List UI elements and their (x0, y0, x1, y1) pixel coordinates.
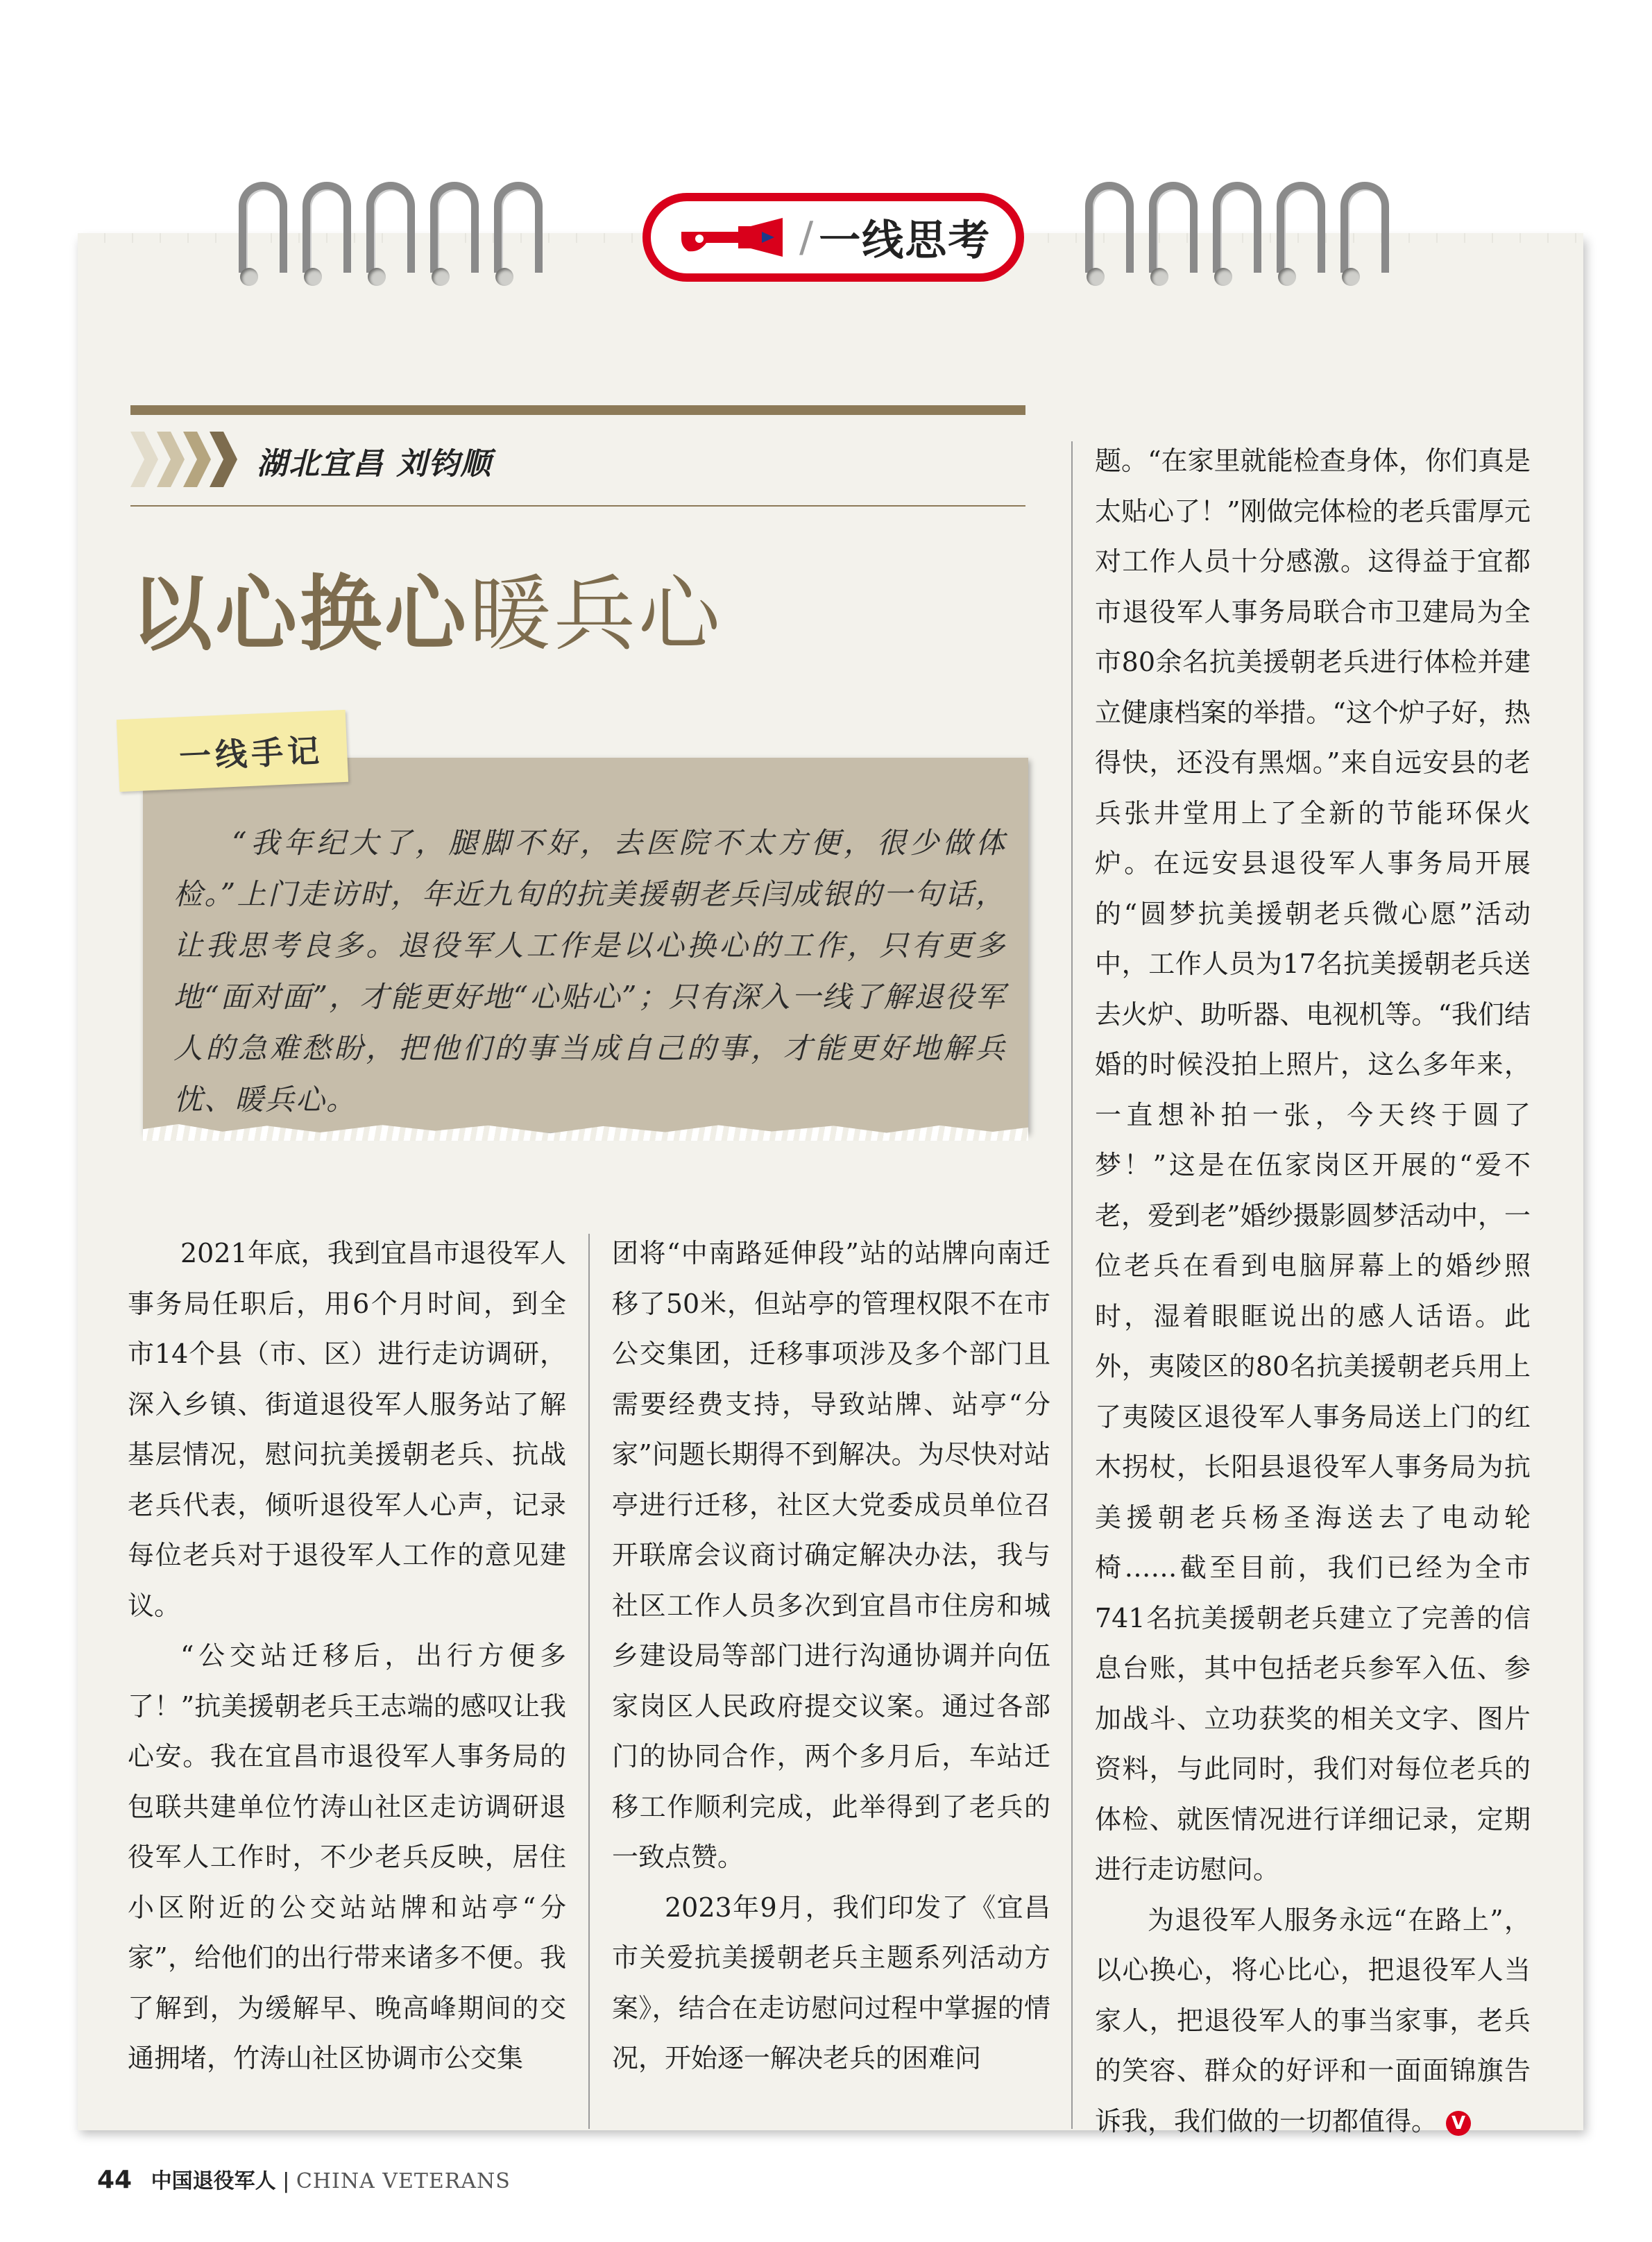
trumpet-logo-icon (679, 216, 790, 258)
note-tag-label: 一线手记 (178, 731, 325, 776)
byline-bottom-rule (130, 505, 1025, 507)
paragraph: 2021年底，我到宜昌市退役军人事务局任职后，用6个月时间，到全市14个县（市、区）进行走访调研，深入乡镇、街道退役军人服务站了解基层情况，慰问抗美援朝老兵、抗战老兵代表，倾听退役军人心声，记录每位老兵对于退役军人工作的意见建议。 (128, 1238, 566, 1621)
spiral-rings-right (1082, 182, 1381, 300)
headline-part-regular: 暖兵心 (469, 566, 724, 662)
spiral-ring-icon (236, 182, 279, 286)
spiral-ring-icon (1082, 182, 1125, 286)
spiral-ring-icon (1210, 182, 1253, 286)
chevron-right-icon (210, 432, 237, 487)
spiral-ring-icon (1338, 182, 1381, 286)
spiral-ring-icon (1146, 182, 1189, 286)
chevron-right-icon (183, 432, 211, 487)
note-text: “我年纪大了，腿脚不好，去医院不太方便，很少做体检。”上门走访时，年近九旬的抗美援朝老兵闫成银的一句话，让我思考良多。退役军人工作是以心换心的工作，只有更多地“面对面”，才能更好地“心贴心”；只有深入一线了解退役军人的急难愁盼，把他们的事当成自己的事，才能更好地解兵忧、暖兵心。 (173, 826, 1006, 1116)
badge-separator: / (799, 213, 814, 262)
paragraph: 题。“在家里就能检查身体，你们真是太贴心了！”刚做完体检的老兵雷厚元对工作人员十分感激。这得益于宜都市退役军人事务局联合市卫建局为全市80余名抗美援朝老兵进行体检并建立健康档案的举措。“这个炉子好，热得快，还没有黑烟。”来自远安县的老兵张井堂用上了全新的节能环保火炉。在远安县退役军人事务局开展的“圆梦抗美援朝老兵微心愿”活动中，工作人员为17名抗美援朝老兵送去火炉、助听器、电视机等。“我们结婚的时候没拍上照片，这么多年来，一直想补拍一张，今天终于圆了梦！”这是在伍家岗区开展的“爱不老，爱到老”婚纱摄影圆梦活动中，一位老兵在看到电脑屏幕上的婚纱照时，湿着眼眶说出的感人话语。此外，夷陵区的80名抗美援朝老兵用上了夷陵区退役军人事务局送上门的红木拐杖，长阳县退役军人事务局为抗美援朝老兵杨圣海送去了电动轮椅……截至目前，我们已经为全市741名抗美援朝老兵建立了完善的信息台账，其中包括老兵参军入伍、参加战斗、立功获奖的相关文字、图片资料，与此同时，我们对每位老兵的体检、就医情况进行详细记录，定期进行走访慰问。 (1095, 445, 1531, 1885)
body-column-1 (128, 1228, 566, 2084)
paragraph: 团将“中南路延伸段”站的站牌向南迁移了50米，但站亭的管理权限不在市公交集团，迁移事项涉及多个部门且需要经费支持，导致站牌、站亭“分家”问题长期得不到解决。为尽快对站亭进行迁移，社区大党委成员单位召开联席会议商讨确定解决办法，我与社区工作人员多次到宜昌市住房和城乡建设局等部门进行沟通协调并向伍家岗区人民政府提交议案。通过各部门的协同合作，两个多月后，车站迁移工作顺利完成，此举得到了老兵的一致点赞。 (612, 1238, 1050, 1872)
spiral-ring-icon (1274, 182, 1317, 286)
column-label: 一线思考 (819, 216, 991, 265)
column-divider (1071, 441, 1073, 2129)
column-badge (642, 193, 1024, 282)
column-divider (588, 1234, 590, 2129)
page-number: 44 (97, 2166, 133, 2194)
paragraph: “公交站迁移后，出行方便多了！”抗美援朝老兵王志端的感叹让我心安。我在宜昌市退役军人事务局的包联共建单位竹涛山社区走访调研退役军人工作时，不少老兵反映，居住小区附近的公交站站牌和站亭“分家”，给他们的出行带来诸多不便。我了解到，为缓解早、晚高峰期间的交通拥堵，竹涛山社区协调市公交集 (128, 1640, 566, 2073)
spiral-ring-icon (491, 182, 534, 286)
magazine-english-name: CHINA VETERANS (296, 2169, 511, 2193)
spiral-ring-icon (300, 182, 343, 286)
magazine-name: 中国退役军人 (151, 2169, 276, 2193)
author-byline: 湖北宜昌 刘钧顺 (257, 446, 493, 482)
end-mark-icon: V (1446, 2111, 1471, 2136)
byline-top-rule (130, 405, 1025, 415)
closing-paragraph-text: 为退役军人服务永远“在路上”，以心换心，将心比心，把退役军人当家人，把退役军人的事当家事，老兵的笑容、群众的好评和一面面锦旗告诉我，我们做的一切都值得。 (1095, 1904, 1531, 2137)
paragraph (1095, 1895, 1531, 2147)
headline-part-bold: 以心换心 (130, 566, 470, 662)
body-column-3 (1095, 436, 1531, 2146)
spiral-rings-left (236, 182, 534, 300)
body-column-2 (612, 1228, 1050, 2084)
spiral-ring-icon (427, 182, 470, 286)
chevron-right-icon (130, 432, 158, 487)
spiral-ring-icon (364, 182, 407, 286)
article-headline (130, 548, 723, 666)
footer-divider: | (282, 2169, 290, 2193)
chevron-right-icon (157, 432, 185, 487)
paragraph: 2023年9月，我们印发了《宜昌市关爱抗美援朝老兵主题系列活动方案》，结合在走访慰问过程中掌握的情况，开始逐一解决老兵的困难问 (612, 1892, 1050, 2073)
page-footer (97, 2164, 511, 2194)
